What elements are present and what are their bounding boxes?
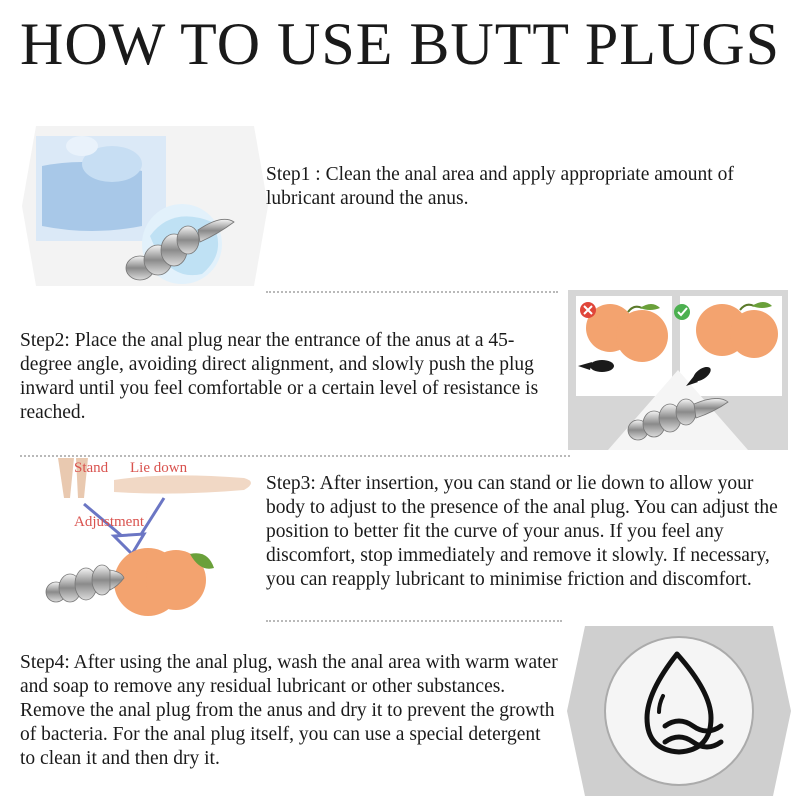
step2-text: Step2: Place the anal plug near the entrance of the anus at a 45-degree angle, avoiding direct alignment, and slowly push the plug inward until you feel comfortable or a certain level of resistance is reached. (20, 330, 539, 423)
stand-label: Stand (74, 460, 109, 476)
divider (266, 291, 558, 293)
step3-text: Step3: After insertion, you can stand or lie down to allow your body to adjust to the presence of the anal plug. You can adjust the position to better fit the curve of your anus. If you feel any discomfort, stop immediately and remove it slowly. If necessary, you can reapply lubricant to minimise friction and discomfort. (266, 473, 778, 590)
check-mark-icon (674, 304, 690, 320)
divider (20, 455, 570, 457)
step4-text: Step4: After using the anal plug, wash the anal area with warm water and soap to remove any residual lubricant or other substances. Remove the anal plug from the anus and dry it to prevent the growth of bacteria. For the anal plug itself, you can use a special detergent to clean it and then dry it. (20, 652, 558, 769)
step2-illustration (568, 290, 788, 450)
wrong-mark-icon (580, 302, 596, 318)
step1-illustration (22, 126, 268, 286)
page-title: HOW TO USE BUTT PLUGS (20, 11, 780, 77)
divider (266, 620, 562, 622)
adjustment-label: Adjustment (74, 514, 144, 530)
step3-illustration (44, 458, 266, 618)
lie-down-label: Lie down (130, 460, 188, 476)
step4-illustration (567, 626, 791, 796)
step1-text: Step1 : Clean the anal area and apply appropriate amount of lubricant around the anus. (266, 164, 734, 209)
